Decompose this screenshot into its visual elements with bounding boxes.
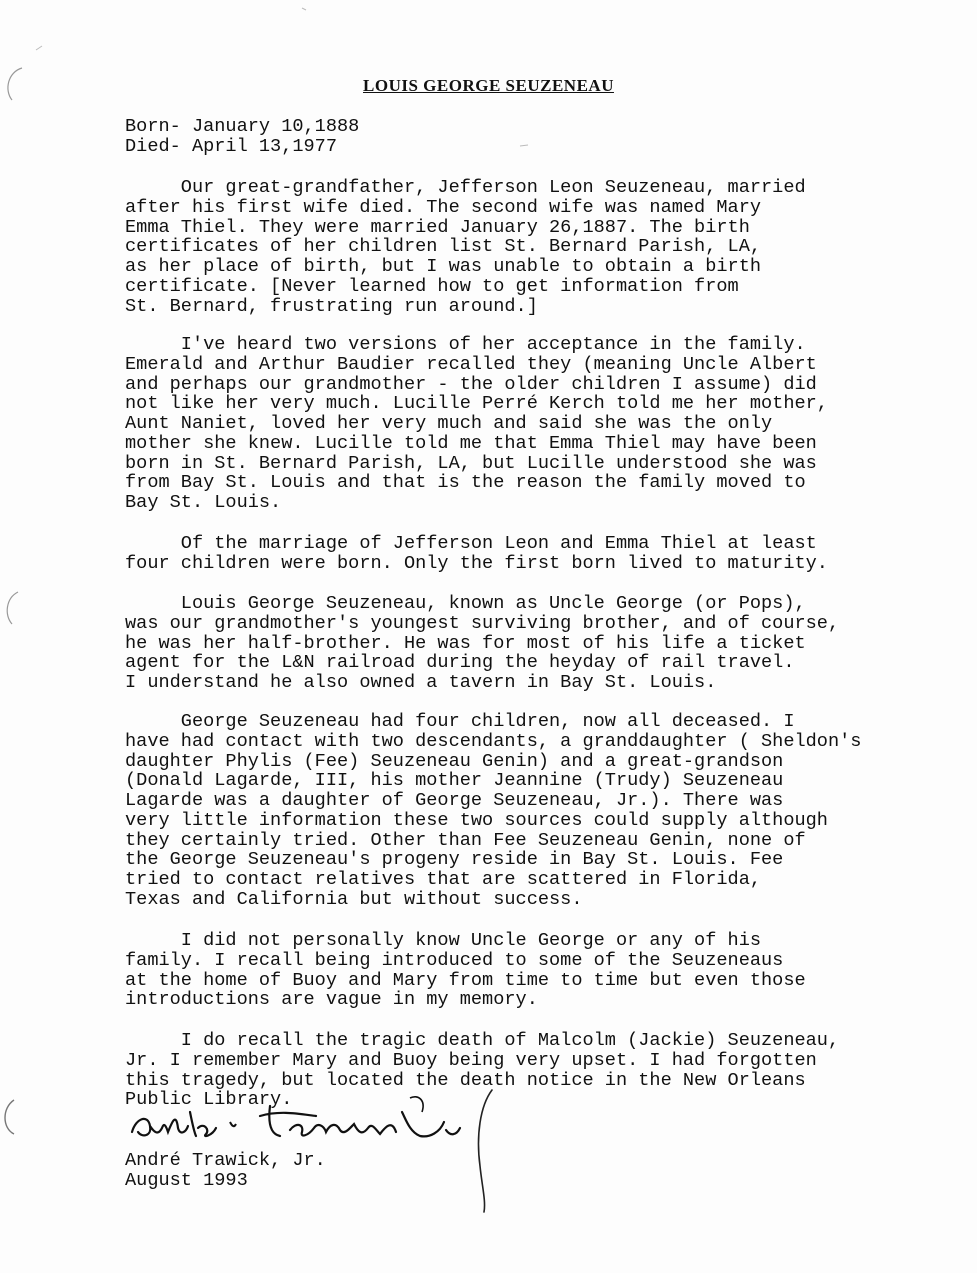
text-line: tried to contact relatives that are scattered in Florida,	[125, 869, 762, 890]
text-line: I've heard two versions of her acceptance in the family.	[125, 334, 806, 355]
text-line: Our great-grandfather, Jefferson Leon Seuzeneau, married	[125, 177, 806, 198]
text-line: this tragedy, but located the death notice in the New Orleans	[125, 1069, 806, 1091]
paragraph-3	[125, 534, 828, 574]
text-line: Emerald and Arthur Baudier recalled they (meaning Uncle Albert	[125, 353, 817, 375]
text-line: have had contact with two descendants, a granddaughter ( Sheldon's	[125, 730, 862, 752]
text-line: I do recall the tragic death of Malcolm (Jackie) Seuzeneau,	[125, 1030, 840, 1051]
paragraph-5	[125, 712, 861, 910]
text-line: St. Bernard, frustrating run around.]	[125, 295, 538, 317]
text-line: as her place of birth, but I was unable to obtain a birth	[125, 256, 762, 277]
died-line: Died- April 13,1977	[125, 135, 338, 157]
text-line: (Donald Lagarde, III, his mother Jeannine (Trudy) Seuzeneau	[125, 770, 784, 792]
paragraph-6	[125, 931, 806, 1010]
text-line: Jr. I remember Mary and Buoy being very upset. I had forgotten	[125, 1049, 817, 1071]
born-line: Born- January 10,1888	[125, 116, 360, 137]
text-line: Aunt Naniet, loved her very much and said she was the only	[125, 413, 773, 434]
text-line: four children were born. Only the first born lived to maturity.	[125, 552, 828, 574]
text-line: from Bay St. Louis and that is the reason the family moved to	[125, 472, 806, 494]
paragraph-4	[125, 594, 839, 693]
text-line: was our grandmother's youngest surviving brother, and of course,	[125, 612, 840, 634]
text-line: after his first wife died. The second wife was named Mary	[125, 196, 762, 218]
text-line: the George Seuzeneau's progeny reside in Bay St. Louis. Fee	[125, 849, 784, 871]
text-line: Public Library.	[125, 1089, 293, 1111]
text-line: and perhaps our grandmother - the older children I assume) did	[125, 373, 817, 395]
text-line: agent for the L&N railroad during the heyday of rail travel.	[125, 652, 795, 674]
handwritten-signature	[120, 1092, 500, 1152]
text-line: not like her very much. Lucille Perré Kerch told me her mother,	[125, 393, 828, 415]
text-line: mother she knew. Lucille told me that Emma Thiel may have been	[125, 432, 817, 454]
text-line: Louis George Seuzeneau, known as Uncle George (or Pops),	[125, 593, 806, 614]
text-line: Lagarde was a daughter of George Seuzeneau, Jr.). There was	[125, 790, 784, 811]
signer-name: André Trawick, Jr.	[125, 1150, 326, 1171]
text-line: I understand he also owned a tavern in Bay St. Louis.	[125, 672, 717, 693]
text-line: introductions are vague in my memory.	[125, 989, 538, 1011]
text-line: daughter Phylis (Fee) Seuzeneau Genin) and a great-grandson	[125, 750, 784, 772]
signature-block	[125, 1151, 326, 1191]
pen-stroke	[468, 1086, 498, 1216]
text-line: certificate. [Never learned how to get information from	[125, 275, 739, 297]
dates-block	[125, 117, 359, 157]
text-line: I did not personally know Uncle George or any of his	[125, 930, 762, 951]
signature-date: August 1993	[125, 1169, 248, 1191]
text-line: at the home of Buoy and Mary from time to time but even those	[125, 969, 806, 991]
text-line: very little information these two sources could supply although	[125, 809, 828, 831]
page-title: LOUIS GEORGE SEUZENEAU	[363, 76, 614, 95]
paragraph-1	[125, 178, 806, 316]
text-line: they certainly tried. Other than Fee Seuzeneau Genin, none of	[125, 829, 806, 851]
text-line: family. I recall being introduced to some of the Seuzeneaus	[125, 949, 784, 971]
text-line: certificates of her children list St. Bernard Parish, LA,	[125, 236, 762, 258]
paragraph-2	[125, 335, 828, 513]
text-line: Of the marriage of Jefferson Leon and Emma Thiel at least	[125, 533, 817, 554]
text-line: Texas and California but without success.	[125, 888, 583, 910]
text-line: born in St. Bernard Parish, LA, but Lucille understood she was	[125, 452, 817, 474]
text-line: he was her half-brother. He was for most of his life a ticket	[125, 632, 806, 654]
text-line: George Seuzeneau had four children, now all deceased. I	[125, 711, 795, 732]
text-line: Bay St. Louis.	[125, 492, 282, 513]
text-line: Emma Thiel. They were married January 26,1887. The birth	[125, 216, 750, 238]
